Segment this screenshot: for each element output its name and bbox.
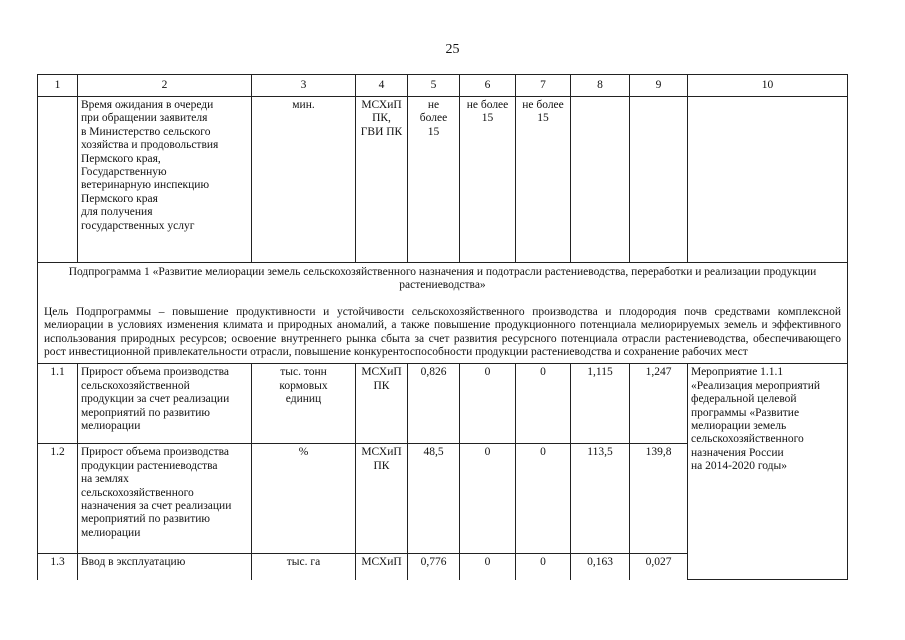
value-cell: не более 15 (460, 97, 516, 263)
unit-cell: мин. (252, 97, 356, 263)
indicator-name-cell: Прирост объема производства продукции растениеводства на землях сельскохозяйственного назначения за счет реализации мероприятий по развитию мелиорации (78, 444, 252, 554)
table-row (38, 97, 848, 263)
value-cell: не более 15 (408, 97, 460, 263)
header-cell: 8 (571, 75, 630, 97)
row-number-cell: 1.1 (38, 364, 78, 444)
header-cell: 4 (356, 75, 408, 97)
header-cell: 3 (252, 75, 356, 97)
value-cell: 139,8 (630, 444, 688, 554)
indicator-name-cell: Время ожидания в очереди при обращении заявителя в Министерство сельского хозяйства и продовольствия Пермского края, Государственную ветеринарную инспекцию Пермского края для получения государственных услуг (78, 97, 252, 263)
value-cell: 0 (460, 554, 516, 580)
table-row (38, 364, 848, 444)
value-cell: 48,5 (408, 444, 460, 554)
subprogram-row (38, 263, 848, 364)
value-cell (630, 97, 688, 263)
value-cell: 0 (516, 554, 571, 580)
row-number-cell: 1.3 (38, 554, 78, 580)
value-cell: 0,826 (408, 364, 460, 444)
header-cell: 2 (78, 75, 252, 97)
responsible-cell: МСХиП ПК, ГВИ ПК (356, 97, 408, 263)
value-cell: 0,163 (571, 554, 630, 580)
value-cell (571, 97, 630, 263)
header-cell: 7 (516, 75, 571, 97)
measure-cell: Мероприятие 1.1.1 «Реализация мероприятий федеральной целевой программы «Развитие мелиорации земель сельскохозяйственного назначения России на 2014-2020 годы» (688, 364, 848, 580)
value-cell: 0 (460, 444, 516, 554)
value-cell: 1,247 (630, 364, 688, 444)
header-cell: 9 (630, 75, 688, 97)
indicator-name-cell: Ввод в эксплуатацию (78, 554, 252, 580)
responsible-cell: МСХиП ПК (356, 364, 408, 444)
page-number: 25 (445, 42, 460, 57)
row-number-cell: 1.2 (38, 444, 78, 554)
column-number-row (38, 75, 848, 97)
responsible-cell: МСХиП ПК (356, 444, 408, 554)
unit-cell: % (252, 444, 356, 554)
header-cell: 10 (688, 75, 848, 97)
value-cell: 0 (460, 364, 516, 444)
header-cell: 5 (408, 75, 460, 97)
unit-cell: тыс. га (252, 554, 356, 580)
value-cell: 113,5 (571, 444, 630, 554)
subprogram-cell (38, 263, 848, 364)
value-cell: 0,027 (630, 554, 688, 580)
header-cell: 6 (460, 75, 516, 97)
header-cell: 1 (38, 75, 78, 97)
value-cell: не более 15 (516, 97, 571, 263)
responsible-cell: МСХиП (356, 554, 408, 580)
row-number-cell (38, 97, 78, 263)
indicator-name-cell: Прирост объема производства сельскохозяйственной продукции за счет реализации мероприятий по развитию мелиорации (78, 364, 252, 444)
value-cell: 0 (516, 444, 571, 554)
subprogram-title: Подпрограмма 1 «Развитие мелиорации земель сельскохозяйственного назначения и подотрасли растениеводства, переработки и реализации продукции растениеводства» (68, 266, 817, 292)
unit-cell: тыс. тонн кормовых единиц (252, 364, 356, 444)
indicators-table (37, 74, 848, 580)
measure-cell (688, 97, 848, 263)
value-cell: 0 (516, 364, 571, 444)
subprogram-goal: Цель Подпрограммы – повышение продуктивности и устойчивости сельскохозяйственного производства и плодородия почв средствами комплексной мелиорации в условиях изменения климата и природных аномалий, а также повышение продукционного потенциала мелиорируемых земель и эффективного использования природных ресурсов; освоение внутреннего рынка сбыта за счет развития ресурсного потенциала отрасли растениеводства, обеспечивающего рост инвестиционной привлекательности отрасли, повышение конкурентоспособности продукции растениеводства и сохранение рабочих мест (44, 305, 841, 359)
value-cell: 0,776 (408, 554, 460, 580)
value-cell: 1,115 (571, 364, 630, 444)
